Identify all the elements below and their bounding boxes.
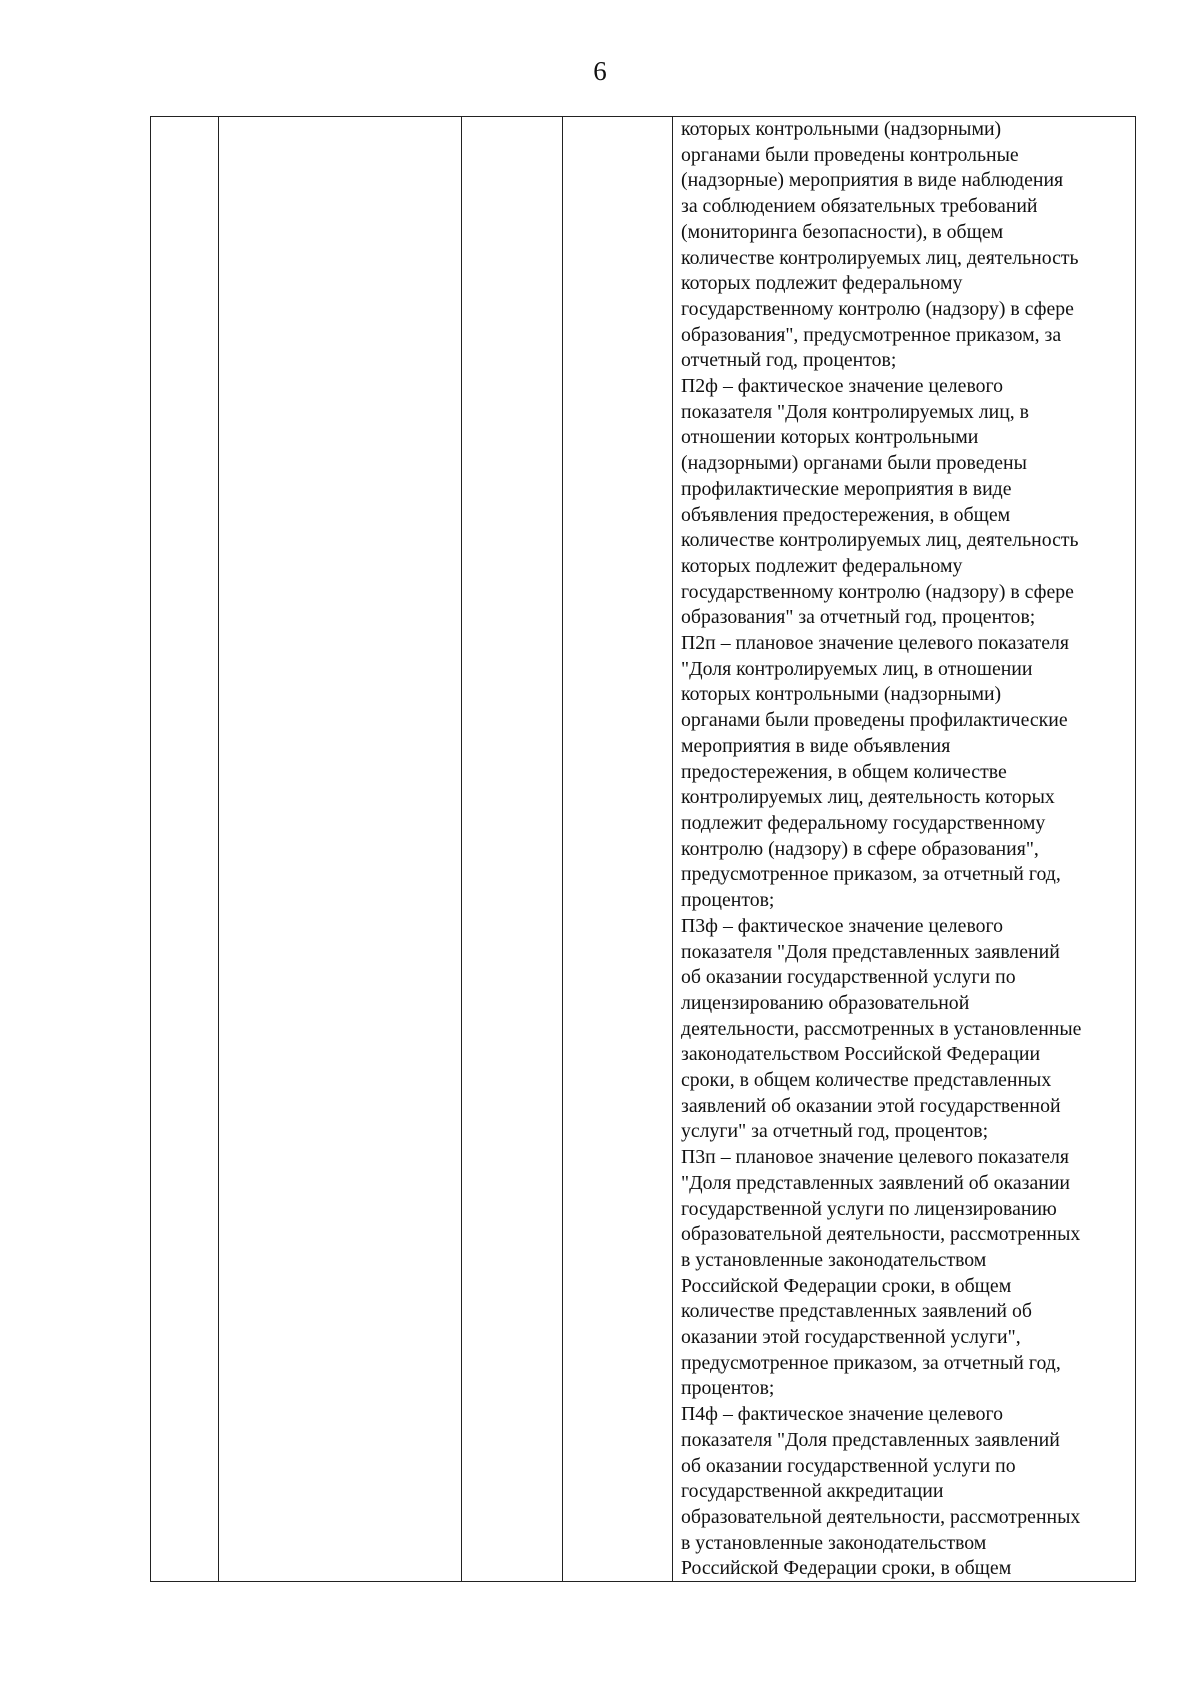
text-line: заявлений об оказании этой государственной [681, 1094, 1061, 1117]
text-line: "Доля представленных заявлений об оказании [681, 1171, 1071, 1194]
text-line: количестве контролируемых лиц, деятельность [681, 246, 1079, 269]
text-line: образования", предусмотренное приказом, за [681, 323, 1062, 346]
text-line: предусмотренное приказом, за отчетный год, [681, 863, 1061, 886]
text-line: образовательной деятельности, рассмотренных [681, 1223, 1081, 1246]
text-line: показателя "Доля представленных заявлений [681, 1428, 1060, 1451]
text-line: органами были проведены контрольные [681, 143, 1019, 166]
table-column-divider [562, 117, 563, 1581]
text-line: которых контрольными (надзорными) [681, 683, 1002, 706]
text-line: об оказании государственной услуги по [681, 1454, 1016, 1477]
text-line: показателя "Доля контролируемых лиц, в [681, 400, 1030, 423]
text-line: (надзорные) мероприятия в виде наблюдения [681, 169, 1064, 192]
text-line: контролю (надзору) в сфере образования", [681, 837, 1039, 860]
text-line: количестве представленных заявлений об [681, 1300, 1032, 1323]
table-column-divider [461, 117, 462, 1581]
text-line: предусмотренное приказом, за отчетный год, [681, 1351, 1061, 1374]
text-line: П2ф – фактическое значение целевого [681, 375, 1004, 398]
text-line: органами были проведены профилактические [681, 709, 1068, 732]
text-line: за соблюдением обязательных требований [681, 195, 1038, 218]
text-line: П3п – плановое значение целевого показателя [681, 1146, 1069, 1169]
page-number: 6 [593, 56, 607, 86]
text-line: количестве контролируемых лиц, деятельность [681, 529, 1079, 552]
text-line: "Доля контролируемых лиц, в отношении [681, 657, 1033, 680]
text-line: государственному контролю (надзору) в сфере [681, 297, 1074, 320]
text-line: государственному контролю (надзору) в сфере [681, 580, 1074, 603]
text-line: П4ф – фактическое значение целевого [681, 1403, 1004, 1426]
text-line: показателя "Доля представленных заявлений [681, 940, 1060, 963]
text-line: услуги" за отчетный год, процентов; [681, 1120, 989, 1143]
text-line: деятельности, рассмотренных в установленные [681, 1017, 1082, 1040]
text-line: П3ф – фактическое значение целевого [681, 914, 1004, 937]
text-line: предостережения, в общем количестве [681, 760, 1007, 783]
text-line: образования" за отчетный год, процентов; [681, 606, 1036, 629]
text-line: об оказании государственной услуги по [681, 966, 1016, 989]
document-table [150, 116, 1136, 1582]
text-line: в установленные законодательством [681, 1248, 987, 1271]
text-line: которых подлежит федеральному [681, 554, 963, 577]
text-line: лицензированию образовательной [681, 991, 970, 1014]
table-cell-description [672, 117, 1137, 1581]
text-line: процентов; [681, 889, 775, 912]
text-line: государственной аккредитации [681, 1480, 944, 1503]
text-line: сроки, в общем количестве представленных [681, 1069, 1052, 1092]
text-line: объявления предостережения, в общем [681, 503, 1011, 526]
text-line: П2п – плановое значение целевого показателя [681, 632, 1069, 655]
text-line: мероприятия в виде объявления [681, 734, 951, 757]
text-line: (мониторинга безопасности), в общем [681, 220, 1004, 243]
text-line: подлежит федеральному государственному [681, 811, 1046, 834]
text-line: (надзорными) органами были проведены [681, 452, 1027, 475]
text-line: процентов; [681, 1377, 775, 1400]
text-line: оказании этой государственной услуги", [681, 1326, 1021, 1349]
text-line: контролируемых лиц, деятельность которых [681, 786, 1055, 809]
text-line: государственной услуги по лицензированию [681, 1197, 1057, 1220]
table-column-divider [218, 117, 219, 1581]
text-line: которых контрольными (надзорными) [681, 118, 1002, 140]
text-line: профилактические мероприятия в виде [681, 477, 1012, 500]
text-line: которых подлежит федеральному [681, 272, 963, 295]
text-line: отчетный год, процентов; [681, 349, 897, 372]
text-line: образовательной деятельности, рассмотренных [681, 1505, 1081, 1528]
text-line: отношении которых контрольными [681, 426, 979, 449]
text-line: Российской Федерации сроки, в общем [681, 1557, 1012, 1580]
text-line: в установленные законодательством [681, 1531, 987, 1554]
text-line: Российской Федерации сроки, в общем [681, 1274, 1012, 1297]
text-line: законодательством Российской Федерации [681, 1043, 1041, 1066]
